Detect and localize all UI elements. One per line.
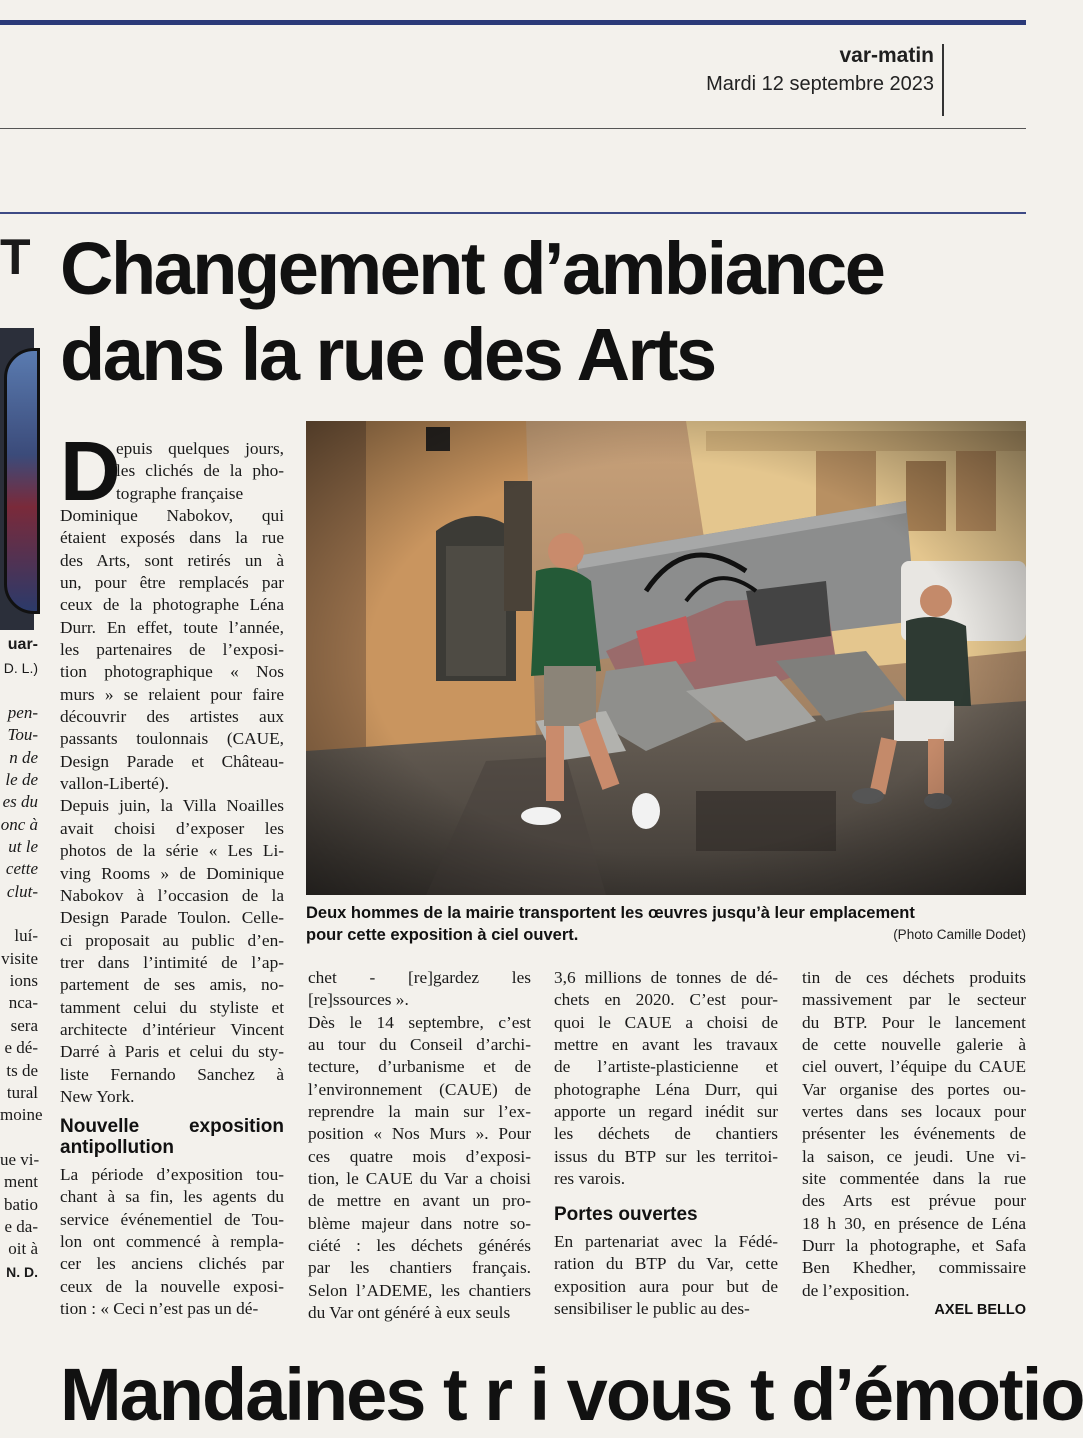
text-line: En partenariat avec la Fédé- xyxy=(554,1232,778,1251)
text-line: du Var ont généré à eux seuls xyxy=(308,1303,511,1323)
text-line: liste Fernando Sanchez à xyxy=(60,1064,284,1084)
text-line: Dominique Nabokov, qui xyxy=(60,506,284,525)
text-line: l’environnement (CAUE) de xyxy=(308,1079,531,1099)
photo-credit: (Photo Camille Dodet) xyxy=(893,927,1026,942)
text-line: Depuis juin, la Villa Noailles xyxy=(60,796,284,816)
text-line: Durr. En effet, toute l’année, xyxy=(60,617,284,637)
column-3-subsection xyxy=(554,1200,778,1320)
text-line: photographe Léna Durr, qui xyxy=(554,1079,778,1099)
text-line: La période d’exposition tou- xyxy=(60,1165,284,1184)
subhead-nouvelle-exposition: Nouvelle exposition antipollution xyxy=(60,1116,284,1158)
text-line: Dès le 14 septembre, c’est xyxy=(308,1012,531,1032)
text-line: issus du BTP sur les territoi- xyxy=(554,1146,778,1166)
text-line: par les chantiers français. xyxy=(308,1258,531,1278)
neighbor-text-line: luí- xyxy=(14,926,38,946)
text-line: tion : « Ceci n’est pas un dé- xyxy=(60,1299,259,1319)
text-line: quoi le CAUE a choisi de xyxy=(554,1012,778,1032)
street-scene-image xyxy=(306,421,1026,895)
headline-line-1: Changement d’ambiance xyxy=(60,227,884,310)
text-line: chet - [re]gardez les xyxy=(308,968,531,987)
text-line: Nabokov à l’occasion de la xyxy=(60,885,284,905)
text-line: Selon l’ADEME, les chantiers xyxy=(308,1280,531,1300)
text-line: 18 h 30, en présence de Léna xyxy=(802,1213,1026,1233)
masthead-divider xyxy=(942,44,944,116)
neighbor-text-line: onc à xyxy=(0,814,38,834)
author-signature: AXEL BELLO xyxy=(934,1302,1026,1318)
section-rule xyxy=(0,128,1026,129)
neighbor-text-line: batio xyxy=(4,1194,38,1214)
text-line: des Arts est prévue pour xyxy=(802,1191,1026,1211)
text-line: ceux de la photographe Léna xyxy=(60,595,284,615)
column-1 xyxy=(60,505,284,1108)
text-line: passants toulonnais (CAUE, xyxy=(60,729,284,749)
column-1-subsection xyxy=(60,1112,284,1320)
neighbor-text-line: oit à xyxy=(8,1239,38,1259)
text-line: site commentée dans la rue xyxy=(802,1169,1026,1189)
text-line: étaient exposés dans la rue xyxy=(60,528,284,548)
article-headline xyxy=(60,226,1040,398)
neighbor-text-line: ions xyxy=(9,971,38,991)
text-line: chets en 2020. C’est pour- xyxy=(554,990,778,1010)
text-line: vallon-Liberté). xyxy=(60,774,169,794)
neighbor-text-line: N. D. xyxy=(6,1263,38,1280)
neighbor-text-line: moine xyxy=(0,1105,43,1125)
neighbor-photo xyxy=(0,328,34,630)
neighbor-text-line: tural xyxy=(6,1082,38,1102)
subhead-portes-ouvertes: Portes ouvertes xyxy=(554,1204,698,1225)
neighbor-text-line: clut- xyxy=(6,881,38,901)
text-line: ci proposait au public d’en- xyxy=(60,930,284,950)
neighbor-text-line: ment xyxy=(4,1172,38,1192)
caption-line-2: pour cette exposition à ciel ouvert. xyxy=(306,926,579,944)
next-article-headline: Mandaines t r i vous t d’émotio xyxy=(60,1353,1083,1436)
text-line: tamment celui du styliste et xyxy=(60,997,284,1017)
text-line: du BTP. Pour le lancement xyxy=(802,1012,1026,1032)
neighbor-text-line: ut le xyxy=(8,837,38,857)
text-line: ciété : les déchets générés xyxy=(308,1236,531,1256)
text-line: chant à sa fin, les agents du xyxy=(60,1187,284,1207)
text-line: cer les anciens clichés par xyxy=(60,1254,284,1274)
text-line: massivement par le secteur xyxy=(802,990,1026,1010)
column-4 xyxy=(802,967,1026,1302)
column-1-after xyxy=(60,1164,284,1320)
paper-name: var-matin xyxy=(839,44,934,67)
text-line: des Arts, sont retirés un à xyxy=(60,550,284,570)
text-line: vertes dans ses locaux pour xyxy=(802,1102,1026,1122)
text-line: au tour du Conseil d’archi- xyxy=(308,1035,531,1055)
text-line: New York. xyxy=(60,1086,135,1106)
neighbor-text-line: e da- xyxy=(4,1216,38,1236)
neighbor-text-line: n de xyxy=(9,747,38,767)
text-line: Darré à Paris et celui du sty- xyxy=(60,1042,284,1062)
text-line: sensibiliser le public au des- xyxy=(554,1299,750,1319)
neighbor-text-line: ue vi- xyxy=(0,1149,40,1169)
text-line: tion, le CAUE du Var a choisi xyxy=(308,1169,531,1189)
text-line: de l’artiste-plasticienne et xyxy=(554,1057,778,1077)
text-line: de cette nouvelle galerie à xyxy=(802,1035,1026,1055)
neighbor-text-line: le de xyxy=(5,770,38,790)
text-line: tecture, d’urbanisme et de xyxy=(308,1057,531,1077)
column-1-intro xyxy=(116,438,284,505)
text-line: Design Parade et Château- xyxy=(60,751,284,771)
text-line: ceux de la nouvelle exposi- xyxy=(60,1276,284,1296)
neighbor-text-line: ts de xyxy=(6,1060,38,1080)
neighbor-text-line: sera xyxy=(10,1015,38,1035)
text-line: ration du BTP du Var, cette xyxy=(554,1254,778,1274)
neighbor-text-line: nca- xyxy=(8,993,38,1013)
headline-line-2: dans la rue des Arts xyxy=(60,313,715,396)
text-line: blème majeur dans notre so- xyxy=(308,1213,531,1233)
text-line: murs » se relaient pour faire xyxy=(60,684,284,704)
caption-line-1: Deux hommes de la mairie transportent les œuvres jusqu’à leur emplacement xyxy=(306,904,915,922)
neighbor-text-line: Tou- xyxy=(7,725,38,745)
text-line: [re]ssources ». xyxy=(308,990,409,1010)
text-line: tin de ces déchets produits xyxy=(802,968,1026,987)
publication-date: Mardi 12 septembre 2023 xyxy=(706,73,934,95)
text-line: ciel ouvert, l’équipe du CAUE xyxy=(802,1057,1026,1077)
text-line: les partenaires de l’exposi- xyxy=(60,640,284,660)
column-3 xyxy=(554,967,778,1190)
neighbor-text-line xyxy=(0,1127,38,1149)
text-line: ving Rooms » de Dominique xyxy=(60,863,284,883)
text-line: de mettre en avant un pro- xyxy=(308,1191,531,1211)
neighbor-text-line: e dé- xyxy=(4,1038,38,1058)
neighbor-text-line: pen- xyxy=(7,703,38,722)
text-line: tion photographique « Nos xyxy=(60,662,284,682)
text-line: un, pour être remplacés par xyxy=(60,573,284,593)
text-line: partement de ses amis, no- xyxy=(60,975,284,995)
text-line: architecte d’intérieur Vincent xyxy=(60,1019,284,1039)
headline-rule xyxy=(0,212,1026,214)
text-line: découvrir des artistes aux xyxy=(60,707,284,727)
text-line: epuis quelques jours, xyxy=(116,439,284,458)
top-rule xyxy=(0,20,1026,25)
article-photo xyxy=(306,421,1026,895)
text-line: présenter les événements de xyxy=(802,1124,1026,1144)
text-line: avait choisi d’exposer les xyxy=(60,818,284,838)
text-line: service événementiel de Tou- xyxy=(60,1209,284,1229)
text-line: les clichés de la pho- xyxy=(116,461,284,481)
text-line: Design Parade Toulon. Celle- xyxy=(60,908,284,928)
text-line: Durr la photographe, et Safa xyxy=(802,1236,1026,1256)
neighbor-text-line: cette xyxy=(5,859,38,879)
neighbor-headline-fragment: T xyxy=(0,229,31,285)
text-line: lon ont commencé à rempla- xyxy=(60,1232,284,1252)
neighbor-text-line: es du xyxy=(2,792,38,812)
text-line: les déchets de chantiers xyxy=(554,1124,778,1144)
text-line: de l’exposition. xyxy=(802,1280,910,1300)
text-line: ces quatre mois d’exposi- xyxy=(308,1146,531,1166)
text-line: position « Nos Murs ». Pour xyxy=(308,1124,531,1144)
text-line: trer dans l’intimité de l’ap- xyxy=(60,952,284,972)
text-line: res varois. xyxy=(554,1169,626,1189)
column-3-after xyxy=(554,1231,778,1320)
text-line: tographe française xyxy=(116,483,244,503)
text-line: Var organise des portes ou- xyxy=(802,1079,1026,1099)
column-2 xyxy=(308,967,531,1325)
neighbor-caption-credit: D. L.) xyxy=(3,660,38,676)
neighbor-column xyxy=(0,702,43,1283)
text-line: apporte un regard inédit sur xyxy=(554,1102,778,1122)
text-line: reprendre la main sur l’ex- xyxy=(308,1102,531,1122)
drop-cap: D xyxy=(60,424,121,518)
text-line: mettre en avant les travaux xyxy=(554,1035,778,1055)
text-line: 3,6 millions de tonnes de dé- xyxy=(554,968,778,987)
text-line: photos de la série « Les Li- xyxy=(60,841,284,861)
text-line: la saison, ce jeudi. Une vi- xyxy=(802,1146,1026,1166)
neighbor-text-line xyxy=(0,903,38,925)
neighbor-caption: uar- xyxy=(7,636,38,653)
text-line: Ben Khedher, commissaire xyxy=(802,1258,1026,1278)
text-line: exposition aura pour but de xyxy=(554,1276,778,1296)
neighbor-text-line: visite xyxy=(1,948,38,968)
